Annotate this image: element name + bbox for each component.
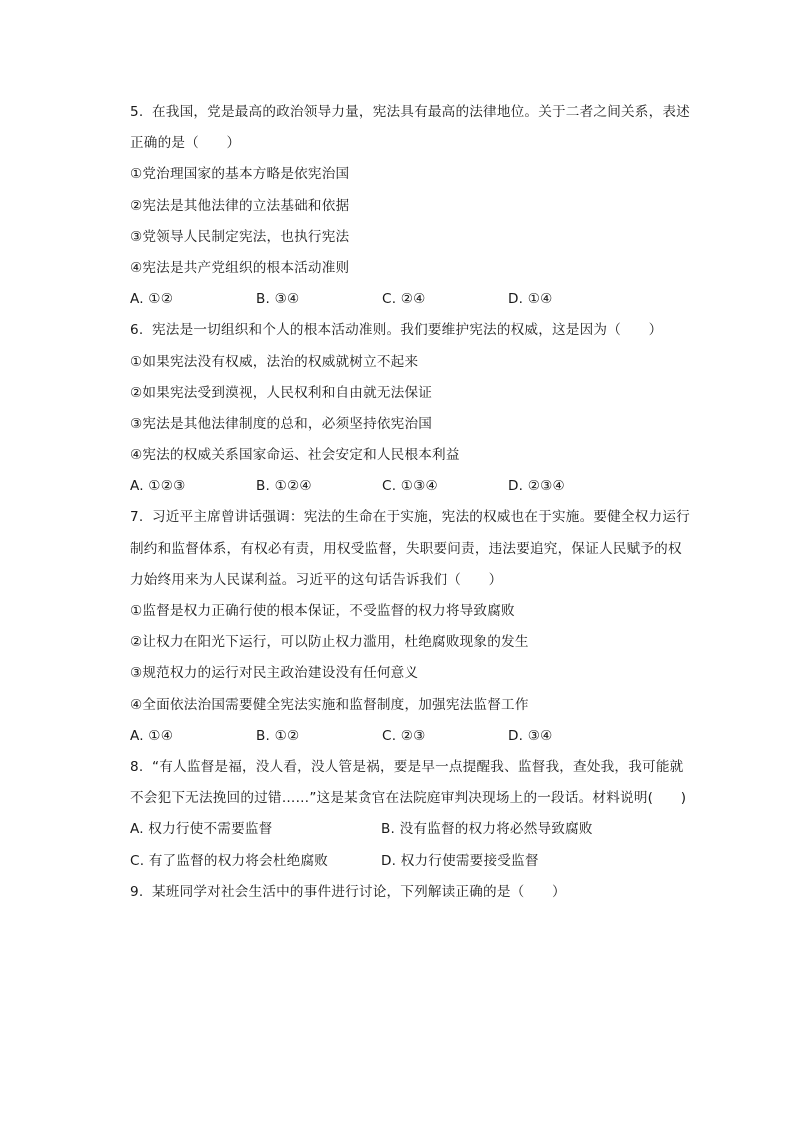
question-8-stem: 8. “有人监督是福，没人看，没人管是祸，要是早一点提醒我、监督我，查处我，我可能就	[130, 752, 696, 783]
question-5-stem-cont: 正确的是（ ）	[130, 135, 241, 152]
option-b: B. ①②	[256, 727, 300, 744]
option-b: B. 没有监督的权力将必然导致腐败	[381, 821, 593, 838]
question-5-options	[130, 284, 696, 315]
question-7-options	[130, 721, 696, 752]
question-8-options-row-1	[130, 814, 696, 845]
question-5-statement-4: ④宪法是共产党组织的根本活动准则	[130, 259, 350, 276]
option-c: C. ②④	[382, 291, 426, 308]
option-d: D. ①④	[508, 291, 553, 308]
question-7-stem-cont-2: 力始终用来为人民谋利益。习近平的这句话告诉我们（ ）	[130, 571, 503, 588]
question-list	[130, 97, 696, 908]
question-9-stem: 9. 某班同学对社会生活中的事件进行讨论，下列解读正确的是（ ）	[130, 877, 696, 908]
question-6-options	[130, 471, 696, 502]
question-number: 7.	[130, 509, 144, 526]
option-c: C. ①③④	[382, 478, 438, 495]
option-c: C. ②③	[382, 727, 426, 744]
option-a: A. ①④	[130, 727, 174, 744]
question-6-statement-3: ③宪法是其他法律制度的总和，必须坚持依宪治国	[130, 415, 433, 432]
question-7-stem-cont-1: 制约和监督体系，有权必有责，用权受监督，失职要问责，违法要追究，保证人民赋予的权	[130, 540, 682, 557]
question-7-statement-1: ①监督是权力正确行使的根本保证，不受监督的权力将导致腐败	[130, 603, 515, 619]
option-d: D. 权力行使需要接受监督	[381, 852, 539, 869]
question-5-statement-2: ②宪法是其他法律的立法基础和依据	[130, 197, 350, 214]
question-8-options-row-2	[130, 846, 696, 877]
question-6-stem: 6. 宪法是一切组织和个人的根本活动准则。我们要维护宪法的权威，这是因为（ ）	[130, 315, 696, 346]
question-7-statement-4: ④全面依法治国需要健全宪法实施和监督制度，加强宪法监督工作	[130, 696, 529, 713]
question-5-statement-3: ③党领导人民制定宪法，也执行宪法	[130, 228, 350, 245]
option-a: A. 权力行使不需要监督	[130, 821, 273, 838]
option-b: B. ①②④	[256, 478, 312, 495]
question-7-statement-3: ③规范权力的运行对民主政治建设没有任何意义	[130, 665, 419, 682]
option-b: B. ③④	[256, 291, 300, 308]
question-number: 9.	[130, 883, 144, 900]
option-a: A. ①②③	[130, 478, 186, 495]
option-d: D. ③④	[508, 727, 553, 744]
option-d: D. ②③④	[508, 478, 565, 495]
option-a: A. ①②	[130, 291, 174, 308]
question-6-statement-1: ①如果宪法没有权威，法治的权威就树立不起来	[130, 353, 419, 370]
question-5-statement-1: ①党治理国家的基本方略是依宪治国	[130, 166, 350, 183]
question-7-statement-2: ②让权力在阳光下运行，可以防止权力滥用，杜绝腐败现象的发生	[130, 634, 529, 651]
question-6-statement-2: ②如果宪法受到漠视，人民权利和自由就无法保证	[130, 384, 433, 401]
question-6-statement-4: ④宪法的权威关系国家命运、社会安定和人民根本利益	[130, 447, 460, 464]
question-5-stem: 5. 在我国，党是最高的政治领导力量，宪法具有最高的法律地位。关于二者之间关系，表述	[130, 97, 696, 128]
question-8-stem-cont: 不会犯下无法挽回的过错……”这是某贪官在法院庭审判决现场上的一段话。材料说明( )	[130, 790, 687, 807]
question-7-stem: 7. 习近平主席曾讲话强调：宪法的生命在于实施，宪法的权威也在于实施。要健全权力运行	[130, 502, 696, 533]
question-number: 5.	[130, 104, 144, 120]
option-c: C. 有了监督的权力将会杜绝腐败	[130, 852, 329, 869]
question-number: 6.	[130, 322, 144, 339]
question-number: 8.	[130, 758, 144, 775]
